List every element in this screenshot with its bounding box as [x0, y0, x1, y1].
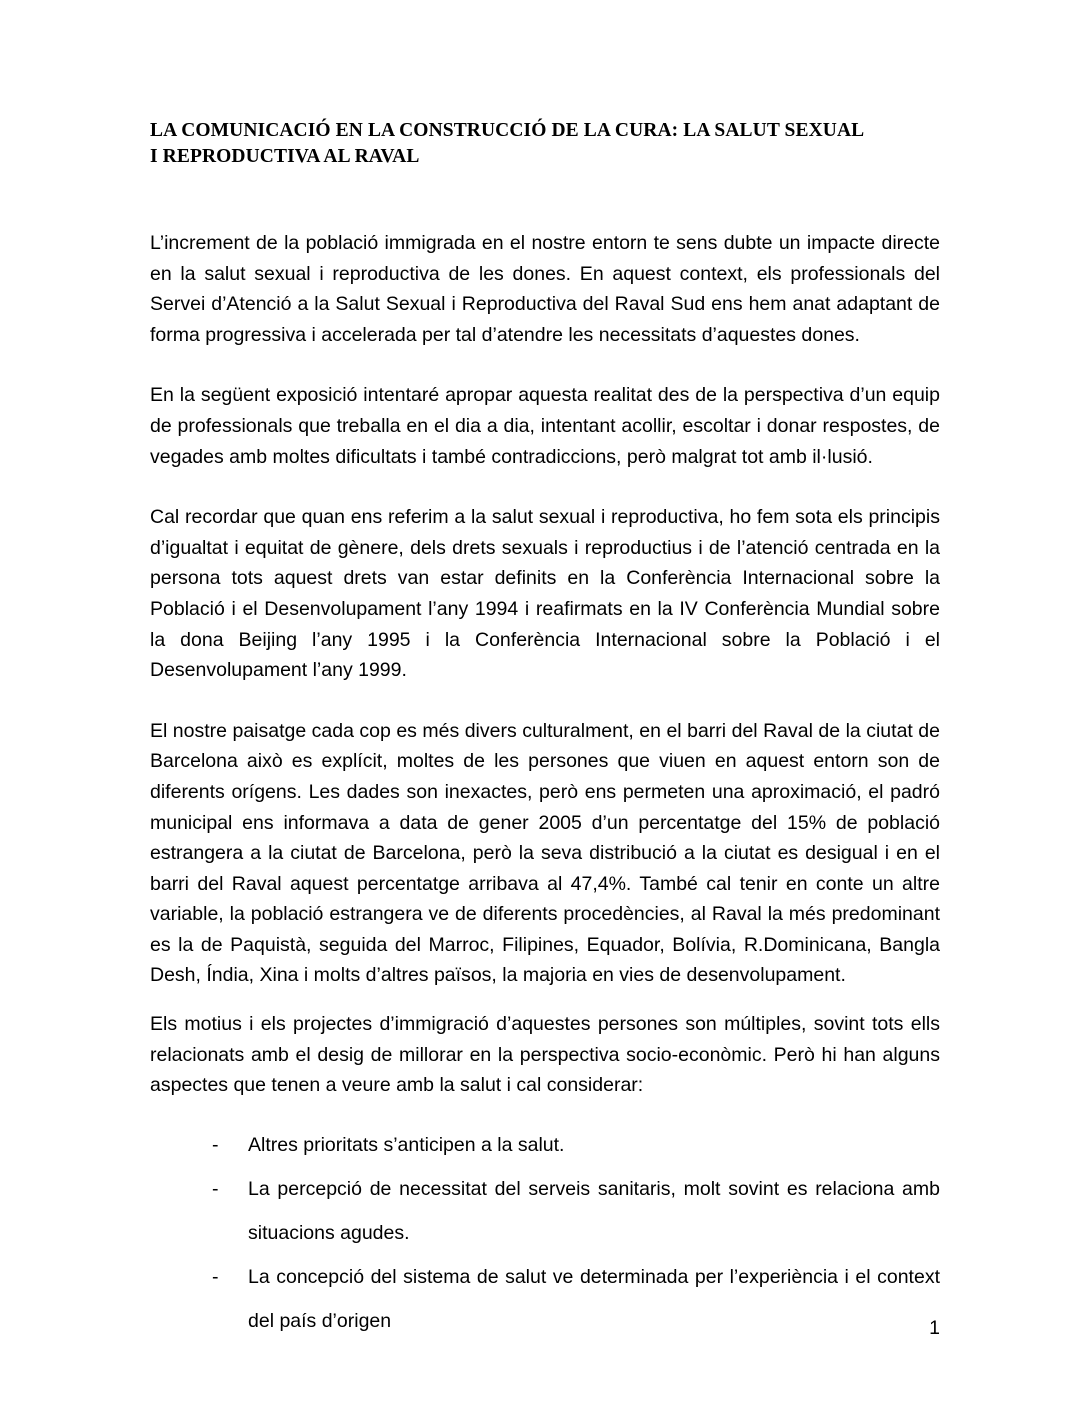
- page-title: [150, 118, 940, 170]
- body-paragraph-2: En la següent exposició intentaré apropar aquesta realitat des de la perspectiva d’un equip de professionals que treballa en el dia a dia, intentant acollir, escoltar i donar respostes, de vegades amb moltes dificultats i també contradiccions, però malgrat tot amb il·lusió.: [150, 384, 940, 468]
- document-content: [150, 118, 940, 1343]
- page-number: 1: [929, 1317, 940, 1339]
- list-item-text: La percepció de necessitat del serveis sanitaris, molt sovint es relaciona amb situacions agudes.: [248, 1177, 940, 1244]
- page-title-line-2: I REPRODUCTIVA AL RAVAL: [150, 146, 420, 167]
- list-item-text: Altres prioritats s’anticipen a la salut.: [248, 1133, 565, 1156]
- body-paragraph-3: Cal recordar que quan ens referim a la salut sexual i reproductiva, ho fem sota els principis d’igualtat i equitat de gènere, dels drets sexuals i reproductius i de l’atenció centrada en la persona tots aquest drets van estar definits en la Conferència Internacional sobre la Població i el Desenvolupament l’any 1994 i reafirmats en la IV Conferència Mundial sobre la dona Beijing l’any 1995 i la Conferència Internacional sobre la Població i el Desenvolupament l’any 1999.: [150, 506, 940, 682]
- list-item-text: La concepció del sistema de salut ve determinada per l’experiència i el context del país d’origen: [248, 1265, 940, 1332]
- body-paragraph-4: El nostre paisatge cada cop es més divers culturalment, en el barri del Raval de la ciutat de Barcelona això es explícit, moltes de les persones que viuen en aquest entorn son de diferents orígens. Les dades son inexactes, però ens permeten una aproximació, el padró municipal ens informava a data de gener 2005 d’un percentatge del 15% de població estrangera a la ciutat de Barcelona, però la seva distribució a la ciutat es desigual i en el barri del Raval aquest percentatge arribava al 47,4%. També cal tenir en conte un altre variable, la població estrangera ve de diferents procedències, al Raval la més predominant es la de Paquistà, seguida del Marroc, Filipines, Equador, Bolívia, R.Dominicana, Bangla Desh, Índia, Xina i molts d’altres països, la majoria en vies de desenvolupament.: [150, 719, 940, 987]
- spacer-title-body: [150, 170, 940, 228]
- spacer-paragraph-3-4: [150, 686, 940, 716]
- spacer-paragraph-1-2: [150, 350, 940, 380]
- considerations-list: [150, 1123, 940, 1343]
- dash-bullet-icon: -: [212, 1133, 219, 1156]
- spacer-paragraph-list: [150, 1101, 940, 1123]
- list-item: [150, 1123, 940, 1167]
- dash-bullet-icon: -: [212, 1265, 219, 1288]
- body-paragraph-5: Els motius i els projectes d’immigració d’aquestes persones son múltiples, sovint tots ells relacionats amb el desig de millorar en la perspectiva socio-econòmic. Però hi han alguns aspectes que tenen a veure amb la salut i cal considerar:: [150, 1013, 940, 1097]
- body-paragraph-1: L’increment de la població immigrada en el nostre entorn te sens dubte un impacte directe en la salut sexual i reproductiva de les dones. En aquest context, els professionals del Servei d’Atenció a la Salut Sexual i Reproductiva del Raval Sud ens hem anat adaptant de forma progressiva i accelerada per tal d’atendre les necessitats d’aquestes dones.: [150, 232, 940, 346]
- spacer-paragraph-4-5: [150, 991, 940, 1009]
- list-item: [150, 1167, 940, 1255]
- dash-bullet-icon: -: [212, 1177, 219, 1200]
- page-title-line-1: LA COMUNICACIÓ EN LA CONSTRUCCIÓ DE LA CURA: LA SALUT SEXUAL: [150, 120, 865, 141]
- spacer-paragraph-2-3: [150, 472, 940, 502]
